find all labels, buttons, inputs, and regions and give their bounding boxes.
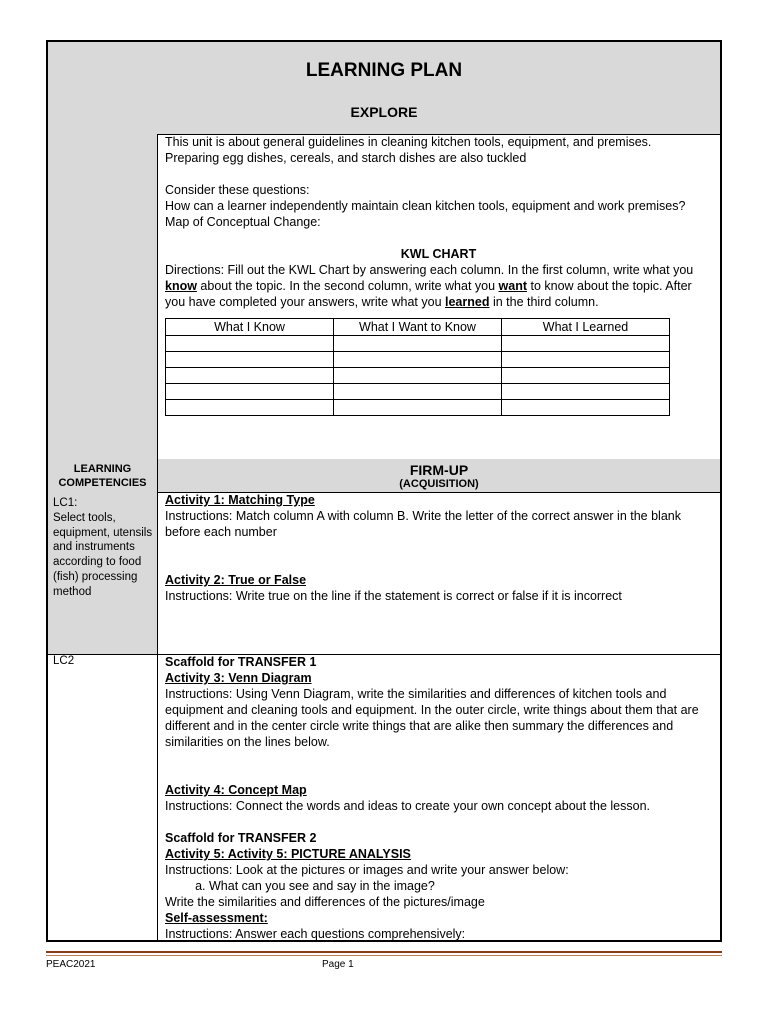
activity-5-title: Activity 5: Activity 5: PICTURE ANALYSIS — [165, 847, 411, 861]
scaffold-transfer-1: Scaffold for TRANSFER 1 — [165, 655, 317, 669]
lc2-left-cell — [48, 654, 158, 942]
lc1-text — [53, 496, 153, 600]
footer-code: PEAC2021 — [46, 959, 96, 970]
kwl-cell[interactable] — [502, 368, 670, 384]
activity-5-item-a: a. What can you see and say in the image? — [209, 878, 712, 894]
map-text: Map of Conceptual Change: — [165, 215, 321, 229]
explore-row — [48, 134, 720, 460]
intro-line-2: Preparing egg dishes, cereals, and starch dishes are also tuckled — [165, 151, 527, 165]
firmup-heading-cell — [158, 459, 720, 492]
activity-1-instructions: Instructions: Match column A with column B. Write the letter of the correct answer in the blank before each number — [165, 509, 681, 539]
kwl-blank-row — [166, 352, 670, 368]
kwl-cell[interactable] — [166, 400, 334, 416]
activity-5-line-2: Write the similarities and differences of the pictures/image — [165, 895, 485, 909]
kwl-blank-row — [166, 368, 670, 384]
kwl-cell[interactable] — [166, 336, 334, 352]
lc1-description: Select tools, equipment, utensils and instruments according to food (fish) processing method — [53, 511, 153, 598]
activity-2-title: Activity 2: True or False — [165, 573, 307, 587]
kwl-blank-row — [166, 384, 670, 400]
kwl-cell[interactable] — [334, 384, 502, 400]
word-know: know — [165, 279, 197, 293]
kwl-cell[interactable] — [502, 384, 670, 400]
intro-line-1: This unit is about general guidelines in cleaning kitchen tools, equipment, and premises. — [165, 135, 652, 149]
lc-heading-cell — [48, 459, 158, 492]
question-1: How can a learner independently maintain clean kitchen tools, equipment and work premises? — [165, 199, 686, 213]
section-explore-title: EXPLORE — [350, 104, 418, 120]
firmup-subtitle: (ACQUISITION) — [399, 478, 479, 490]
kwl-header-learned: What I Learned — [502, 319, 670, 336]
kwl-cell[interactable] — [334, 368, 502, 384]
kwl-blank-row — [166, 336, 670, 352]
explore-content — [165, 134, 712, 416]
learning-plan-page — [46, 40, 722, 942]
directions-part-2: about the topic. In the second column, write what you — [196, 279, 499, 293]
kwl-cell[interactable] — [166, 384, 334, 400]
firmup-header-row — [48, 459, 720, 493]
directions-part-3: to know about the topic. After you have completed your answers, write what you — [165, 279, 692, 309]
kwl-header-know: What I Know — [166, 319, 334, 336]
kwl-blank-row — [166, 400, 670, 416]
lc1-row — [48, 492, 720, 655]
kwl-cell[interactable] — [166, 368, 334, 384]
activity-5-instructions: Instructions: Look at the pictures or images and write your answer below: — [165, 863, 569, 877]
kwl-cell[interactable] — [502, 352, 670, 368]
page-title: LEARNING PLAN — [305, 60, 463, 81]
activity-1-title: Activity 1: Matching Type — [165, 493, 315, 507]
self-assessment-instructions: Instructions: Answer each questions comprehensively: — [165, 927, 466, 941]
activity-3-title: Activity 3: Venn Diagram — [165, 671, 312, 685]
word-learned: learned — [445, 295, 490, 309]
activity-4-instructions: Instructions: Connect the words and ideas to create your own concept about the lesson. — [165, 799, 651, 813]
activity-3-instructions: Instructions: Using Venn Diagram, write the similarities and differences of kitchen tools and equipment and cleaning tools and equipment. In the outer circle, write things about them that are different and in the center circle write things that are alike then summary the differences and similarities on the lines below. — [165, 687, 699, 749]
directions-part-4: in the third column. — [489, 295, 599, 309]
kwl-chart-table — [165, 318, 670, 416]
kwl-header-want: What I Want to Know — [334, 319, 502, 336]
lc1-content — [165, 492, 712, 604]
kwl-cell[interactable] — [334, 400, 502, 416]
footer-rule-thin — [46, 955, 722, 956]
directions-part-1: Directions: Fill out the KWL Chart by answering each column. In the first column, write what you — [165, 263, 694, 277]
kwl-cell[interactable] — [334, 352, 502, 368]
kwl-directions — [165, 262, 712, 310]
kwl-cell[interactable] — [166, 352, 334, 368]
kwl-title: KWL CHART — [400, 247, 477, 261]
lc2-label: LC2 — [53, 655, 75, 667]
kwl-cell[interactable] — [502, 400, 670, 416]
learning-competencies-heading: LEARNING COMPETENCIES — [58, 463, 147, 489]
lc2-row — [48, 654, 720, 942]
consider-text: Consider these questions: — [165, 183, 310, 197]
footer-page-number: Page 1 — [322, 959, 354, 970]
activity-2-instructions: Instructions: Write true on the line if the statement is correct or false if it is incorrect — [165, 589, 622, 603]
kwl-header-row — [166, 319, 670, 336]
kwl-cell[interactable] — [502, 336, 670, 352]
self-assessment-title: Self-assessment: — [165, 911, 268, 925]
word-want: want — [498, 279, 527, 293]
activity-5-list — [165, 878, 712, 894]
activity-4-title: Activity 4: Concept Map — [165, 783, 307, 797]
lc1-label: LC1: — [53, 497, 78, 509]
explore-left-cell — [48, 134, 158, 459]
footer-rule — [46, 951, 722, 953]
kwl-cell[interactable] — [334, 336, 502, 352]
lc2-content — [165, 654, 712, 942]
header-section — [48, 42, 720, 135]
scaffold-transfer-2: Scaffold for TRANSFER 2 — [165, 831, 317, 845]
firmup-title: FIRM-UP — [409, 462, 469, 478]
lc1-left-cell — [48, 492, 158, 654]
